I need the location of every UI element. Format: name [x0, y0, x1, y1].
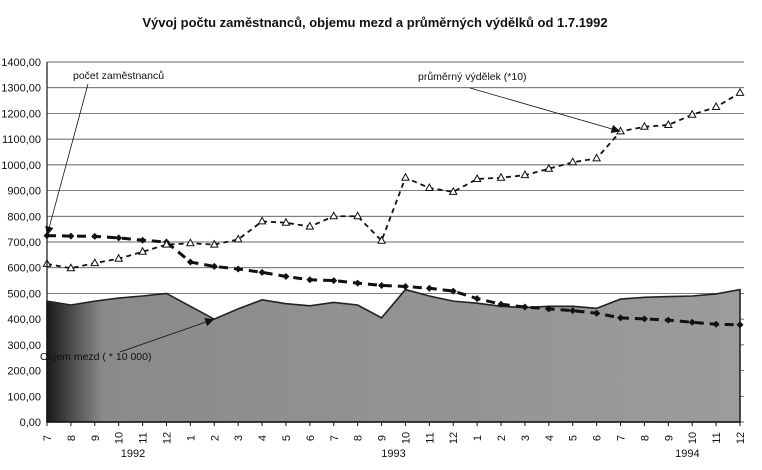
point-pocet-zamestnancu — [474, 295, 481, 302]
x-tick-label: 10 — [687, 431, 700, 445]
x-tick-label: 11 — [711, 432, 724, 444]
x-tick-label: 12 — [735, 431, 747, 445]
y-tick-label: 0,00 — [19, 417, 41, 429]
point-prumerny-vydelek — [736, 89, 743, 96]
point-pocet-zamestnancu — [378, 282, 385, 289]
point-prumerny-vydelek — [91, 259, 98, 266]
y-tick-label: 500,00 — [7, 288, 41, 301]
point-pocet-zamestnancu — [426, 285, 433, 292]
point-pocet-zamestnancu — [306, 276, 313, 283]
x-tick-label: 8 — [639, 434, 652, 442]
point-pocet-zamestnancu — [67, 233, 74, 240]
y-tick-label: 300,00 — [7, 339, 41, 352]
x-tick-label: 7 — [328, 434, 341, 442]
x-tick-label: 6 — [591, 434, 604, 442]
x-tick-label: 3 — [519, 434, 532, 442]
x-axis — [42, 422, 747, 460]
x-tick-label: 12 — [448, 431, 461, 445]
point-prumerny-vydelek — [689, 111, 696, 118]
y-tick-label: 900,00 — [7, 185, 41, 198]
point-prumerny-vydelek — [593, 154, 600, 161]
y-tick-label: 1000,00 — [1, 159, 41, 172]
point-prumerny-vydelek — [665, 121, 672, 128]
point-pocet-zamestnancu — [235, 266, 242, 273]
y-tick-label: 600,00 — [7, 262, 41, 275]
x-tick-label: 7 — [615, 434, 628, 442]
x-tick-label: 5 — [567, 434, 580, 442]
x-tick-label: 8 — [352, 434, 365, 442]
y-tick-label: 1100,00 — [2, 134, 41, 147]
point-prumerny-vydelek — [402, 174, 409, 181]
x-tick-label: 8 — [65, 434, 78, 442]
x-tick-label: 5 — [280, 434, 293, 442]
y-tick-label: 800,00 — [7, 211, 41, 224]
point-prumerny-vydelek — [426, 184, 433, 191]
year-label: 1994 — [675, 448, 700, 460]
y-tick-label: 700,00 — [7, 237, 41, 249]
year-label: 1992 — [120, 448, 146, 460]
x-tick-label: 2 — [209, 434, 222, 442]
x-tick-label: 9 — [663, 434, 676, 442]
y-tick-label: 1200,00 — [1, 108, 41, 121]
point-pocet-zamestnancu — [187, 259, 194, 266]
y-tick-label: 400,00 — [7, 314, 41, 327]
x-tick-label: 1 — [185, 434, 198, 442]
annotation-label: Objem mezd ( * 10 000) — [40, 351, 152, 363]
x-tick-label: 6 — [304, 434, 317, 442]
point-prumerny-vydelek — [235, 235, 242, 242]
y-tick-label: 1300,00 — [1, 82, 41, 95]
year-label: 1993 — [381, 448, 406, 460]
point-pocet-zamestnancu — [211, 263, 218, 270]
x-tick-label: 9 — [89, 434, 102, 442]
point-pocet-zamestnancu — [91, 233, 98, 240]
x-tick-label: 4 — [543, 434, 556, 442]
annotation-leader — [47, 84, 88, 236]
y-tick-label: 1400,00 — [1, 57, 41, 69]
point-prumerny-vydelek — [354, 212, 361, 219]
x-tick-label: 10 — [400, 431, 413, 445]
x-tick-label: 2 — [496, 434, 509, 442]
annotation-leader — [470, 88, 621, 131]
x-tick-label: 11 — [424, 432, 437, 444]
x-tick-label: 9 — [376, 434, 389, 442]
point-prumerny-vydelek — [713, 103, 720, 110]
point-pocet-zamestnancu — [115, 234, 122, 241]
x-tick-label: 3 — [233, 434, 246, 442]
x-tick-label: 7 — [42, 434, 54, 442]
x-tick-label: 11 — [137, 432, 150, 444]
x-tick-label: 4 — [257, 434, 270, 442]
point-prumerny-vydelek — [569, 158, 576, 165]
y-tick-label: 200,00 — [7, 365, 41, 378]
point-pocet-zamestnancu — [259, 269, 266, 276]
x-tick-label: 1 — [472, 434, 485, 442]
point-pocet-zamestnancu — [139, 237, 146, 244]
point-pocet-zamestnancu — [402, 283, 409, 290]
annotation-label: průměrný výdělek (*10) — [418, 71, 527, 83]
point-pocet-zamestnancu — [354, 280, 361, 287]
series-lines — [43, 89, 743, 328]
point-pocet-zamestnancu — [282, 273, 289, 280]
y-tick-label: 100,00 — [7, 391, 41, 404]
point-pocet-zamestnancu — [330, 277, 337, 284]
x-tick-label: 12 — [161, 431, 174, 445]
x-tick-label: 10 — [113, 431, 126, 445]
annotation-label: počet zaměstnanců — [73, 70, 165, 82]
chart-title: Vývoj počtu zaměstnanců, objemu mezd a průměrných výdělků od 1.7.1992 — [142, 15, 608, 30]
